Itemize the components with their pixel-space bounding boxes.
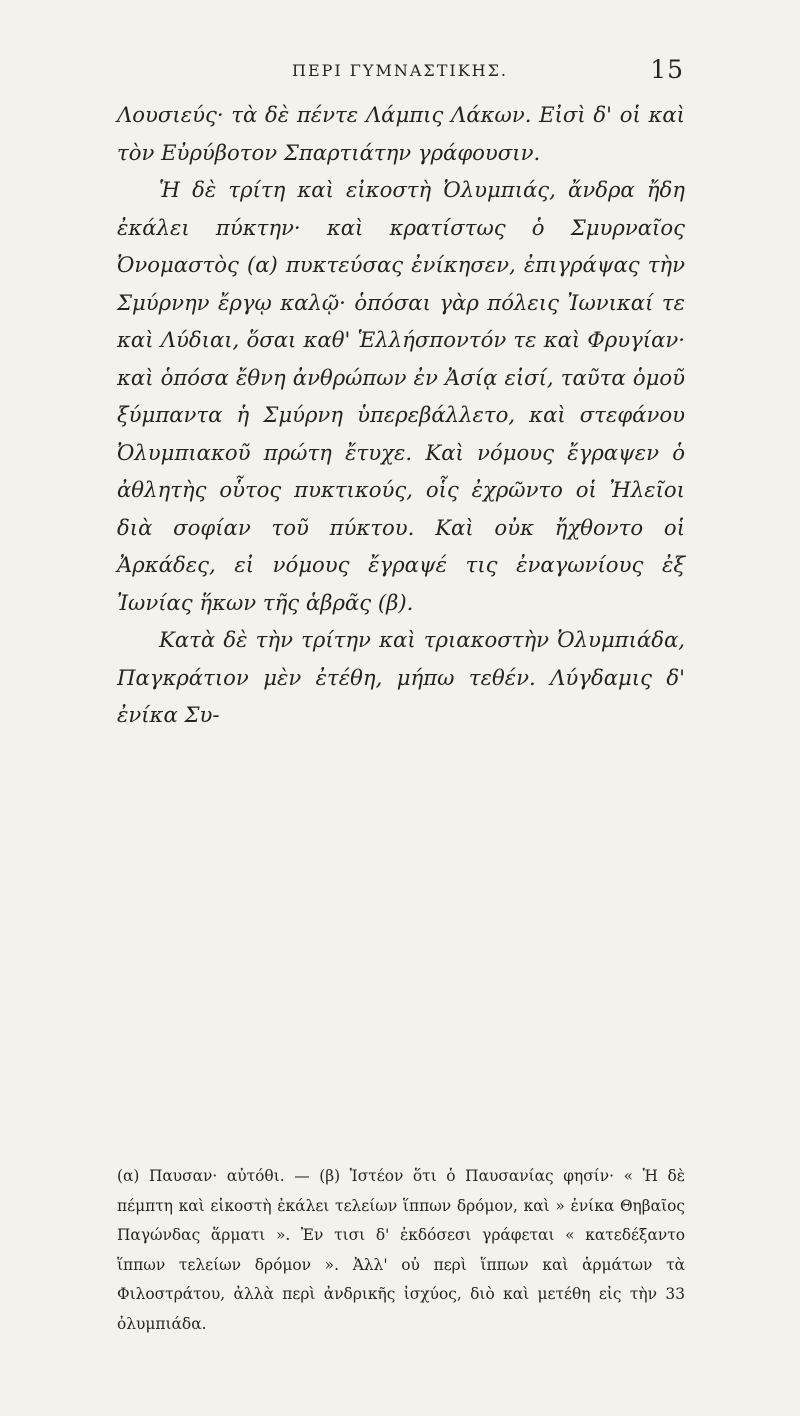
- main-text: [117, 96, 685, 734]
- paragraph: Λουσιεύς· τὰ δὲ πέντε Λάμπις Λάκων. Εἰσὶ δ' οἱ καὶ τὸν Εὐρύβοτον Σπαρτιάτην γράφουσιν.: [117, 102, 685, 165]
- running-title: ΠΕΡΙ ΓΥΜΝΑΣΤΙΚΗΣ.: [291, 61, 508, 80]
- paragraph: Κατὰ δὲ τὴν τρίτην καὶ τριακοστὴν Ὀλυμπιάδα, Παγκράτιον μὲν ἐτέθη, μήπω τεθέν. Λύγδαμις δ' ἐνίκα Συ-: [117, 627, 685, 727]
- footnote: (α) Παυσαν· αὐτόθι. — (β) Ἰστέον ὅτι ὁ Παυσανίας φησίν· « Ἡ δὲ πέμπτη καὶ εἰκοστὴ ἐκάλει τελείων ἵππων δρόμον, καὶ » ἐνίκα Θηβαῖος Παγώνδας ἅρματι ». Ἐν τισι δ' ἐκδόσεσι γράφεται « κατεδέξαντο ἵππων τελείων δρόμον ». Ἀλλ' οὐ περὶ ἵππων καὶ ἁρμάτων τὰ Φιλοστράτου, ἀλλὰ περὶ ἀνδρικῆς ἰσχύος, διὸ καὶ μετέθη εἰς τὴν 33 ὀλυμπιάδα.: [117, 1167, 685, 1333]
- running-head: [0, 55, 800, 85]
- page-number: 15: [650, 55, 684, 84]
- footnotes: [117, 1162, 685, 1340]
- paragraph: Ἡ δὲ τρίτη καὶ εἰκοστὴ Ὀλυμπιάς, ἄνδρα ἤδη ἐκάλει πύκτην· καὶ κρατίστως ὁ Σμυρναῖος Ὀνομαστὸς (α) πυκτεύσας ἐνίκησεν, ἐπιγράψας τὴν Σμύρνην ἔργῳ καλῷ· ὁπόσαι γὰρ πόλεις Ἰωνικαί τε καὶ Λύδιαι, ὅσαι καθ' Ἑλλήσποντόν τε καὶ Φρυγίαν· καὶ ὁπόσα ἔθνη ἀνθρώπων ἐν Ἀσίᾳ εἰσί, ταῦτα ὁμοῦ ξύμπαντα ἡ Σμύρνη ὑπερεβάλλετο, καὶ στεφάνου Ὀλυμπιακοῦ πρώτη ἔτυχε. Καὶ νόμους ἔγραψεν ὁ ἀθλητὴς οὗτος πυκτικούς, οἷς ἐχρῶντο οἱ Ἠλεῖοι διὰ σοφίαν τοῦ πύκτου. Καὶ οὐκ ἤχθοντο οἱ Ἀρκάδες, εἰ νόμους ἔγραψέ τις ἐναγωνίους ἐξ Ἰωνίας ἥκων τῆς ἁβρᾶς (β).: [117, 177, 685, 615]
